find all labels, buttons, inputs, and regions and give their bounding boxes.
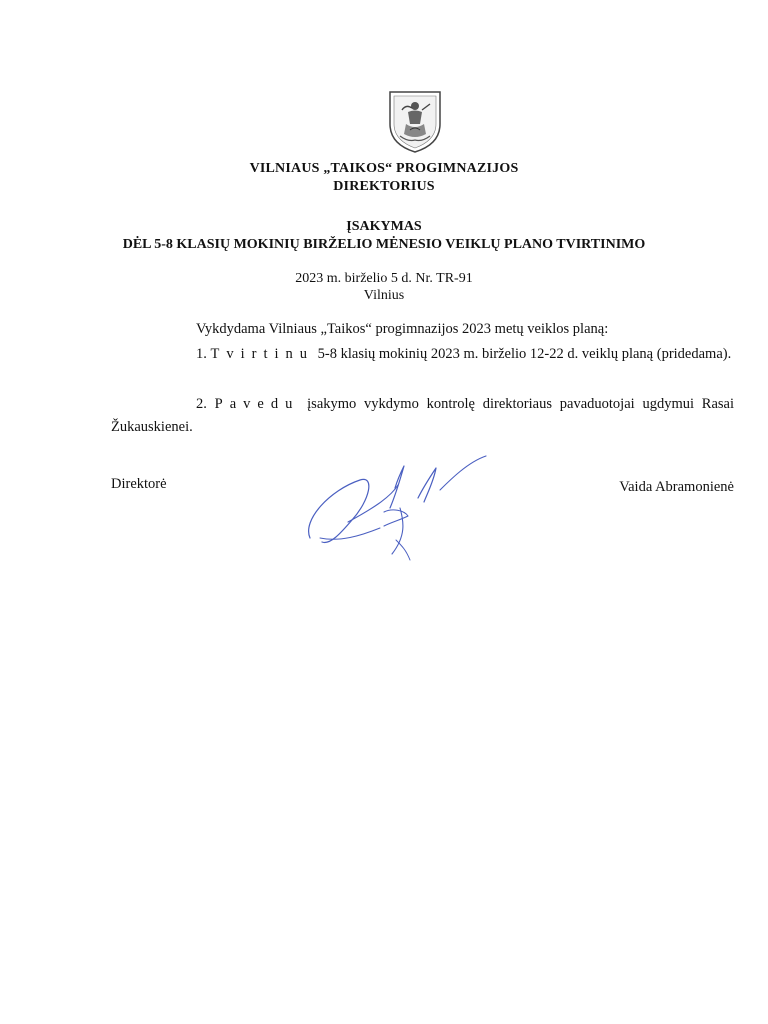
item-2-paragraph [111,393,734,439]
institution-role: DIREKTORIUS [333,179,435,194]
item-1-verb: Tvirtinu [210,346,315,362]
intro-paragraph: Vykdydama Vilniaus „Taikos“ progimnazijos 2023 metų veiklos planą: [196,321,609,337]
document-subject: DĖL 5-8 KLASIŲ MOKINIŲ BIRŽELIO MĖNESIO VEIKLŲ PLANO TVIRTINIMO [122,237,646,252]
handwritten-signature [300,450,500,565]
document-date-number: 2023 m. birželio 5 d. Nr. TR-91 [295,271,473,286]
item-1-paragraph [111,343,734,366]
body-item-2 [111,393,734,439]
item-1-text: 5-8 klasių mokinių 2023 m. birželio 12-22 d. veiklų planą (pridedama). [314,346,732,362]
institution-header [0,160,768,196]
item-1-number: 1. [196,346,207,362]
body-item-1 [111,343,734,366]
document-meta [0,270,768,304]
document-title-block [0,218,768,254]
coat-of-arms-icon [388,90,442,154]
body-intro [111,318,734,341]
institution-name: VILNIAUS „TAIKOS“ PROGIMNAZIJOS [249,161,519,176]
item-2-number: 2. [196,396,207,412]
document-type: ĮSAKYMAS [346,219,422,234]
item-2-verb: Pavedu [214,396,300,412]
signatory-name: Vaida Abramonienė [619,479,734,495]
item-2-text: įsakymo vykdymo kontrolę direktoriaus pavaduotojai ugdymui Rasai Žukauskienei. [111,396,734,435]
signatory-role: Direktorė [111,476,167,492]
document-place: Vilnius [363,288,405,303]
